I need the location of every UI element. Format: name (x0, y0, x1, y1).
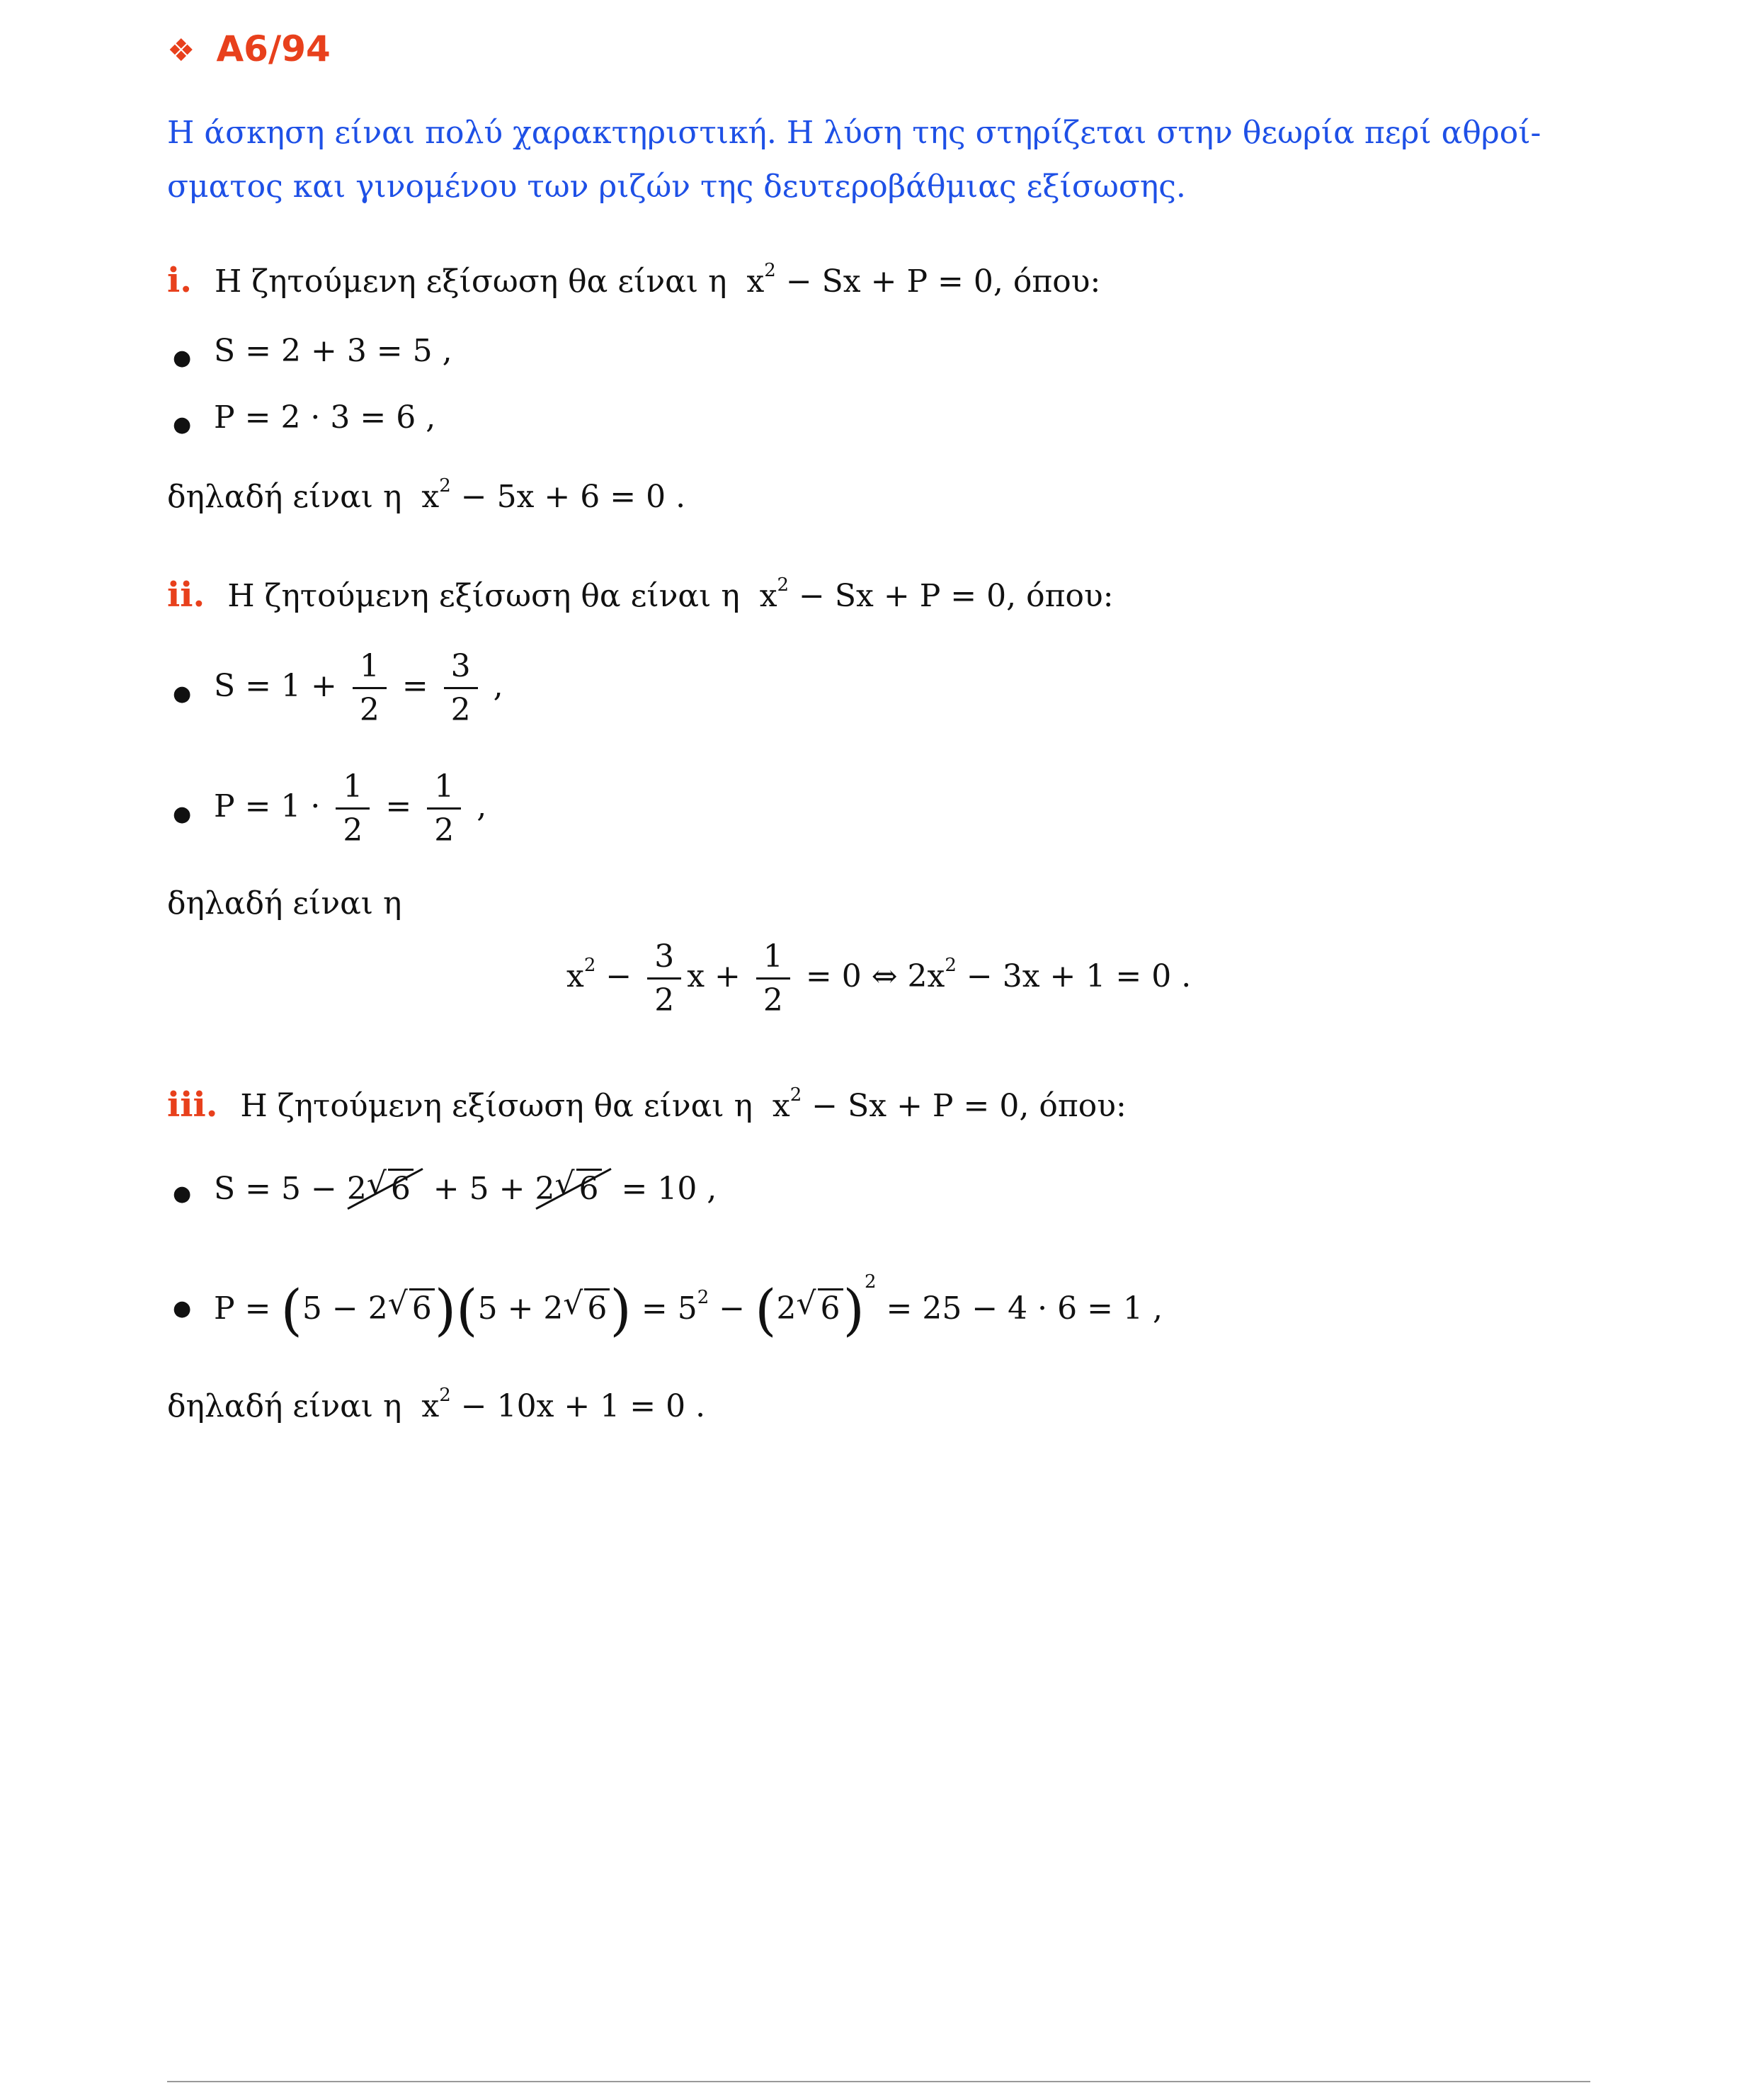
part-iii-concl-eq: − 10x + 1 = 0 . (460, 1388, 706, 1424)
footer-divider (167, 2081, 1590, 2082)
exercise-number: A6/94 (216, 28, 331, 69)
part-ii-formula: $x^2 - Sx + P = 0$ (749, 574, 1007, 614)
part-i-lead: Η ζητούμενη εξίσωση θα είναι η (214, 263, 727, 300)
diamond-icon: ❖ (167, 33, 195, 69)
part-iii-product: P = (5 − 2√ 6)(5 + 2√ $6) = 5^2 - (2√$ 6)$^2$ = 25 − 4 · 6 = 1 , (214, 1282, 1163, 1327)
exercise-title (167, 28, 331, 69)
part-i-product: P = 2 · 3 = 6 , (214, 399, 436, 436)
part-iii-label: iii. (167, 1085, 218, 1125)
part-i-sum: S = 2 + 3 = 5 , (214, 333, 452, 369)
bullet-icon: ● (173, 802, 192, 827)
intro-paragraph: Η άσκηση είναι πολύ χαρακτηριστική. Η λύση της στηρίζεται στην θεωρία περί αθροί-σματος και γινομένου των ριζών της δευτεροβάθμιας εξίσωσης. (167, 115, 1541, 205)
part-iii-concl-text: δηλαδή είναι η (167, 1388, 402, 1424)
part-iii-sum: S = 5 − 2√ 6 + 5 + 2√ 6 = 10 , (214, 1169, 717, 1207)
bullet-icon: ● (173, 1181, 192, 1206)
part-i-tail: , όπου: (993, 263, 1101, 300)
part-iii-conclusion: δηλαδή είναι η $x^2 - 10x + 1 = 0$ . (167, 1385, 706, 1424)
part-ii-sum: S = 1 + $\frac{1}{2}$ = $\frac{3}{2}$ , (214, 648, 503, 728)
part-i-label: i. (167, 261, 192, 300)
part-ii-lead: Η ζητούμενη εξίσωση θα είναι η (227, 578, 740, 614)
part-iii-heading (167, 1085, 1127, 1125)
part-ii-tail: , όπου: (1006, 578, 1114, 614)
part-i-heading (167, 261, 1100, 300)
bullet-icon: ● (173, 1296, 192, 1321)
part-i-formula: $x^2 - Sx + P = 0$ (736, 260, 993, 300)
part-ii-equation: $x^2$ − $\frac{3}{2}$ x + $\frac{1}{2}$ = 0 ⇔ $2x^2 - 3x + 1 = 0$ . (566, 938, 1192, 1018)
part-iii-lead: Η ζητούμενη εξίσωση θα είναι η (240, 1088, 753, 1124)
part-i-concl-eq: − 5x + 6 = 0 . (460, 479, 686, 515)
bullet-icon: ● (173, 346, 192, 370)
part-ii-conclusion: δηλαδή είναι η (167, 885, 402, 921)
part-ii-product: P = 1 · $\frac{1}{2}$ = $\frac{1}{2}$ , (214, 768, 487, 848)
part-i-conclusion: δηλαδή είναι η $x^2 - 5x + 6 = 0$ . (167, 475, 686, 515)
part-iii-tail: , όπου: (1019, 1088, 1127, 1124)
part-iii-formula: $x^2 - Sx + P = 0$ (762, 1084, 1020, 1124)
part-ii-heading (167, 575, 1114, 615)
bullet-icon: ● (173, 681, 192, 706)
bullet-icon: ● (173, 412, 192, 437)
part-ii-label: ii. (167, 575, 205, 615)
part-i-concl-text: δηλαδή είναι η (167, 479, 402, 515)
